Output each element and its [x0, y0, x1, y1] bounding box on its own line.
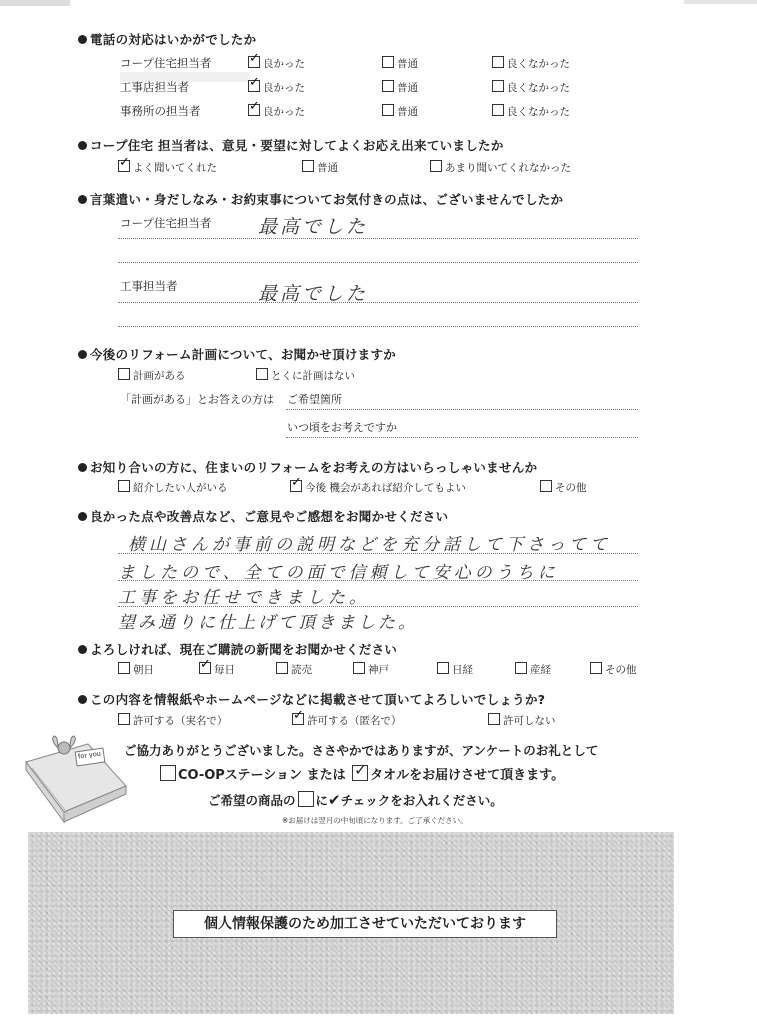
- checkbox[interactable]: [118, 662, 130, 674]
- sample-checkbox: [298, 791, 314, 807]
- gift-instruction-pre: ご希望の商品の: [208, 793, 296, 808]
- q2-opt-bad[interactable]: あまり聞いてくれなかった: [430, 160, 571, 175]
- answer-line: [118, 553, 638, 554]
- gift-note: ※お届けは翌月の中旬頃になります。ご了承ください。: [282, 816, 468, 825]
- checkbox[interactable]: [492, 56, 504, 68]
- checkbox[interactable]: [256, 368, 268, 380]
- q2-opt-normal[interactable]: 普通: [302, 160, 338, 175]
- q5-opt-future[interactable]: ✓ 今後 機会があれば紹介してもよい: [290, 480, 466, 495]
- towel-checkbox[interactable]: [352, 765, 368, 781]
- gift-choice-line: [158, 764, 564, 783]
- q4-place-label: ご希望箇所: [287, 393, 342, 406]
- q7-title: よろしければ、現在ご購読の新聞をお聞かせください: [78, 640, 397, 658]
- checkbox[interactable]: [492, 80, 504, 92]
- answer-line: [118, 580, 638, 581]
- q7-opt-asahi[interactable]: 朝日: [118, 662, 154, 677]
- q6-line-4[interactable]: 望み通りに仕上げて頂きました。: [118, 613, 418, 633]
- checkbox[interactable]: [353, 662, 365, 674]
- q7-opt-kobe[interactable]: 神戸: [353, 662, 389, 677]
- q1-row-coop-opt-normal[interactable]: 普通: [382, 56, 418, 71]
- checkbox[interactable]: [290, 480, 302, 492]
- q4-sub-label: 「計画がある」とお答えの方は: [120, 393, 274, 406]
- q2-title: コープ住宅 担当者は、意見・要望に対してよくお応え出来ていましたか: [78, 136, 504, 154]
- checkbox[interactable]: [488, 713, 500, 725]
- q8-title: この内容を情報紙やホームページなどに掲載させて頂いてよろしいでしょうか?: [78, 690, 545, 708]
- coop-station-checkbox[interactable]: [160, 765, 176, 781]
- checkbox[interactable]: [382, 56, 394, 68]
- q6-line-2[interactable]: ましたので、全ての面で信頼して安心のうちに: [118, 563, 559, 583]
- checkbox[interactable]: [118, 160, 130, 172]
- q5-opt-introduce[interactable]: 紹介したい人がいる: [118, 480, 228, 495]
- q4-when-label: いつ頃をお考えですか: [287, 421, 397, 434]
- q1-row-koji-opt-good[interactable]: ✓ 良かった: [248, 80, 305, 95]
- answer-line: [118, 262, 638, 263]
- q4-title: 今後のリフォーム計画について、お聞かせ頂けますか: [78, 345, 396, 363]
- q7-opt-mainichi[interactable]: ✓ 毎日: [199, 662, 235, 677]
- checkbox[interactable]: [248, 104, 260, 116]
- checkbox[interactable]: [292, 713, 304, 725]
- q7-opt-other[interactable]: その他: [590, 662, 637, 677]
- q5-title: お知り合いの方に、住まいのリフォームをお考えの方はいらっしゃいませんか: [78, 458, 537, 476]
- checkbox[interactable]: [302, 160, 314, 172]
- answer-line: [286, 437, 638, 438]
- q1-row-koji-opt-normal[interactable]: 普通: [382, 80, 418, 95]
- scan-edge: [684, 0, 757, 4]
- q3-koji-label: 工事担当者: [120, 279, 178, 293]
- q7-opt-nikkei[interactable]: 日経: [437, 662, 473, 677]
- checkbox[interactable]: [118, 713, 130, 725]
- answer-line: [118, 326, 638, 327]
- checkbox[interactable]: [430, 160, 442, 172]
- answer-line: [286, 409, 638, 410]
- gift-tag-text: for you: [77, 749, 102, 761]
- answer-line: [118, 238, 638, 239]
- checkbox[interactable]: [118, 480, 130, 492]
- q1-row-coop-label: コープ住宅担当者: [120, 56, 212, 70]
- q5-opt-other[interactable]: その他: [540, 480, 587, 495]
- q1-row-coop-opt-good[interactable]: ✓ 良かった: [248, 56, 305, 71]
- checkbox[interactable]: [199, 662, 211, 674]
- privacy-notice-box: [173, 910, 557, 938]
- q7-opt-yomiuri[interactable]: 読売: [276, 662, 312, 677]
- q1-row-koji-label: 工事店担当者: [120, 80, 189, 94]
- gift-suffix: をお届けさせて頂きます。: [409, 768, 565, 783]
- gift-instruction-mid: に: [315, 793, 329, 808]
- checkbox[interactable]: [248, 56, 260, 68]
- q7-opt-sankei[interactable]: 産経: [515, 662, 551, 677]
- answer-line: [118, 302, 638, 303]
- q4-opt-plan[interactable]: 計画がある: [118, 368, 186, 383]
- checkbox[interactable]: [540, 480, 552, 492]
- gift-or: または: [306, 768, 346, 783]
- gift-opt-towel: タオル: [370, 768, 410, 783]
- q1-row-office-opt-normal[interactable]: 普通: [382, 104, 418, 119]
- checkmark-icon: ✔: [328, 791, 341, 809]
- checkbox[interactable]: [248, 80, 260, 92]
- q6-line-1[interactable]: 横山さんが事前の説明などを充分話して下さってて: [128, 535, 611, 555]
- gift-instruction-post: チェックをお入れください。: [340, 793, 503, 808]
- q1-title: 電話の対応はいかがでしたか: [78, 30, 256, 48]
- q1-row-office-label: 事務所の担当者: [120, 104, 201, 118]
- q1-row-office-opt-good[interactable]: ✓ 良かった: [248, 104, 305, 119]
- checkbox[interactable]: [276, 662, 288, 674]
- q3-koji-answer[interactable]: 最高でした: [258, 283, 369, 305]
- q8-opt-realname[interactable]: 許可する（実名で）: [118, 713, 228, 728]
- checkbox[interactable]: [590, 662, 602, 674]
- checkbox[interactable]: [382, 80, 394, 92]
- q1-row-koji-opt-bad[interactable]: 良くなかった: [492, 80, 570, 95]
- q8-opt-anonymous[interactable]: ✓ 許可する（匿名で）: [292, 713, 402, 728]
- checkbox[interactable]: [382, 104, 394, 116]
- scan-edge: [0, 0, 70, 6]
- gift-thanks: ご協力ありがとうございました。ささやかではありますが、アンケートのお礼として: [124, 743, 599, 758]
- q1-row-coop-opt-bad[interactable]: 良くなかった: [492, 56, 570, 71]
- checkbox[interactable]: [492, 104, 504, 116]
- q3-title: 言葉遣い・身だしなみ・お約束事についてお気付きの点は、ございませんでしたか: [78, 190, 563, 208]
- q3-coop-answer[interactable]: 最高でした: [258, 216, 369, 238]
- checkbox[interactable]: [515, 662, 527, 674]
- q6-title: 良かった点や改善点など、ご意見やご感想をお聞かせください: [78, 507, 448, 525]
- checkbox[interactable]: [437, 662, 449, 674]
- answer-line: [118, 606, 638, 607]
- q6-line-3[interactable]: 工事をお任せできました。: [118, 588, 370, 608]
- checkbox[interactable]: [118, 368, 130, 380]
- gift-book-illustration: [18, 734, 130, 826]
- privacy-notice-text: 個人情報保護のため加工させていただいております: [204, 916, 526, 932]
- q1-row-office-opt-bad[interactable]: 良くなかった: [492, 104, 570, 119]
- q3-coop-label: コープ住宅担当者: [120, 216, 212, 230]
- gift-opt-coop: CO-OPステーション: [178, 768, 303, 783]
- gift-instruction: [208, 791, 503, 809]
- q8-opt-deny[interactable]: 許可しない: [488, 713, 556, 728]
- q2-opt-good[interactable]: ✓よく聞いてくれた: [118, 160, 217, 175]
- q4-opt-noplan[interactable]: とくに計画はない: [256, 368, 355, 383]
